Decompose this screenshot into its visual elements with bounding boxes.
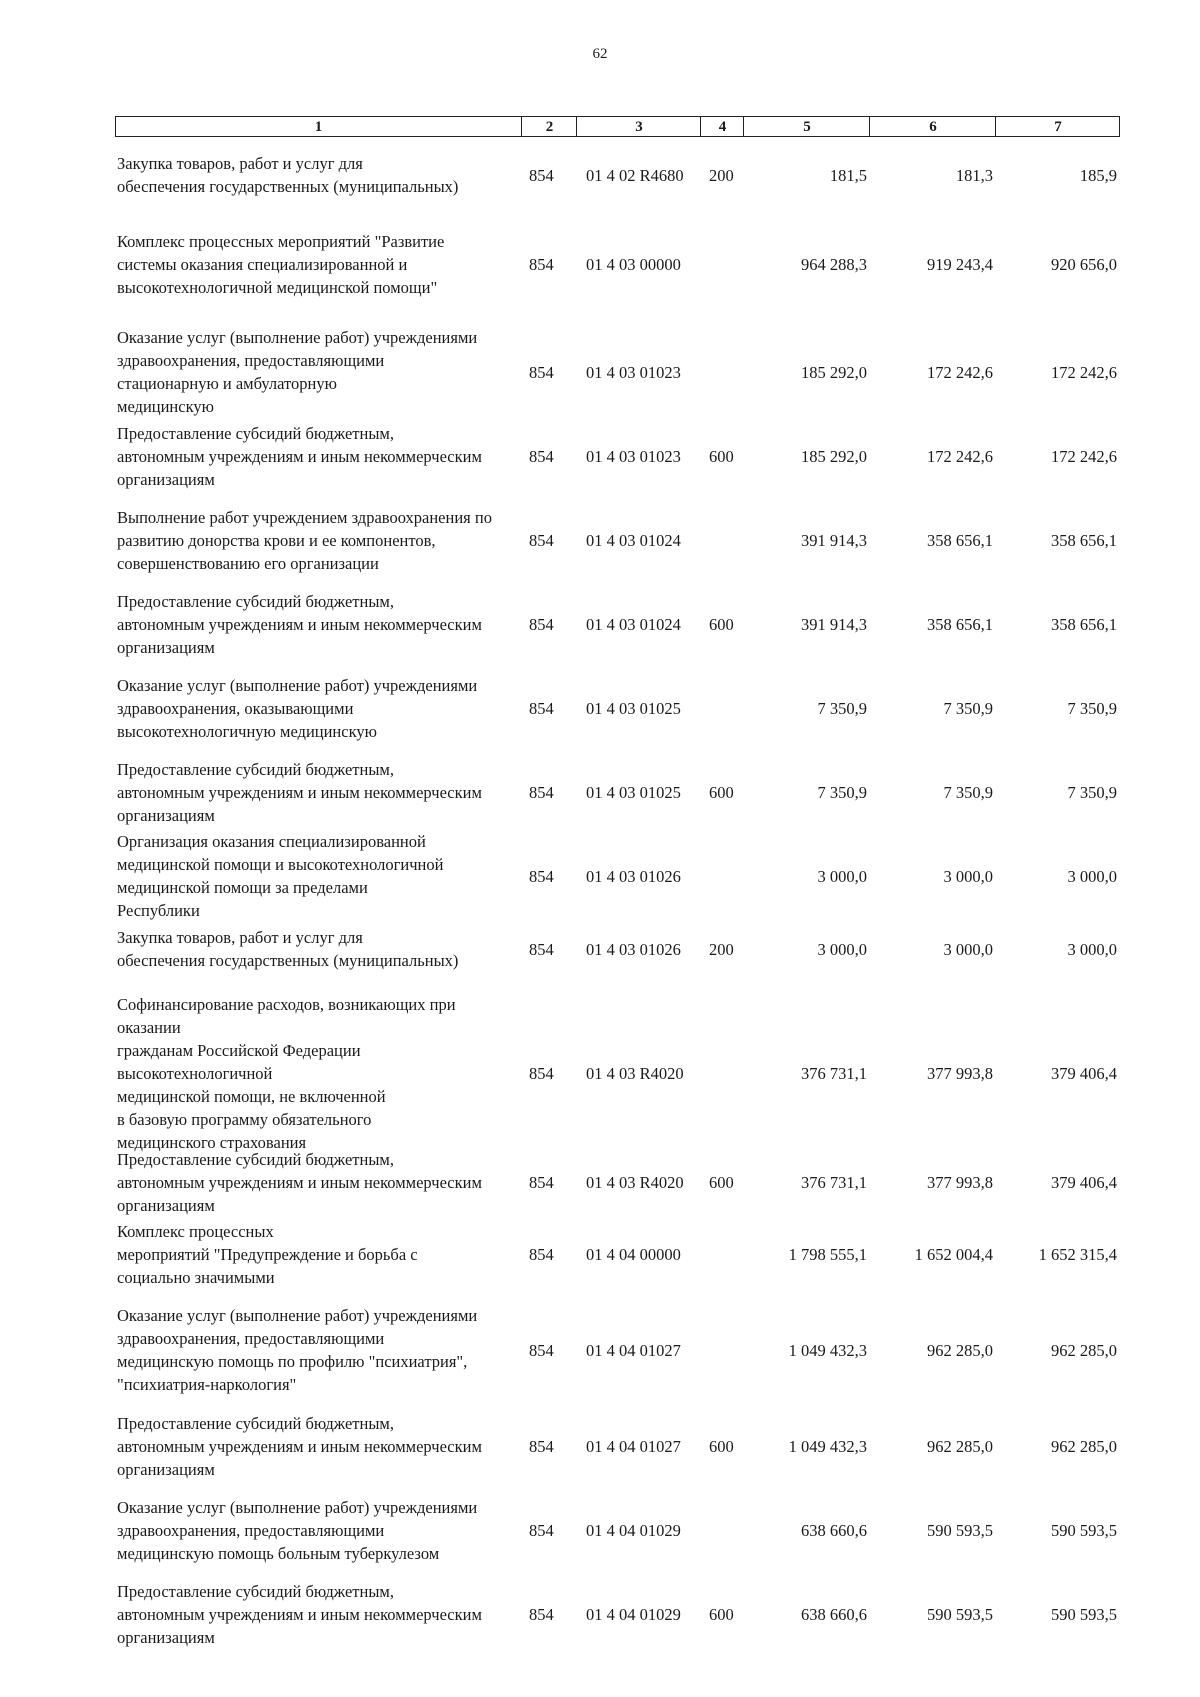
table-header — [115, 116, 1120, 137]
row-value-7: 358 656,1 — [1051, 531, 1117, 550]
row-ved: 854 — [529, 866, 554, 886]
row-value-7: 590 593,5 — [1051, 1605, 1117, 1624]
row-name: Софинансирование расходов, возникающих при оказании гражданам Российской Федерации высокотехнологичной медицинской помощи, не включенной в базовую программу обязательного медицинского страхования — [117, 995, 456, 1152]
row-vr — [709, 1220, 749, 1289]
row-ved: 854 — [529, 255, 554, 274]
row-value-5: 181,5 — [829, 165, 867, 185]
row-vr: 600 — [709, 615, 734, 634]
row-vr — [709, 830, 749, 922]
row-value-7: 962 285,0 — [1051, 1437, 1117, 1456]
row-value-6: 1 652 004,4 — [914, 1245, 993, 1264]
row-value-5: 376 731,1 — [801, 1173, 867, 1192]
row-vr: 600 — [709, 1437, 734, 1456]
row-value-7: 7 350,9 — [1067, 699, 1117, 718]
header-col-5: 5 — [743, 117, 870, 136]
table-row — [115, 926, 1120, 972]
row-vr — [709, 506, 749, 575]
header-col-2: 2 — [521, 117, 577, 136]
table-row — [115, 422, 1120, 491]
row-csr: 01 4 04 00000 — [586, 1245, 681, 1264]
row-value-7: 7 350,9 — [1067, 783, 1117, 802]
row-name: Оказание услуг (выполнение работ) учреждениями здравоохранения, предоставляющими стационарную и амбулаторную медицинскую — [117, 328, 478, 416]
row-csr: 01 4 03 01025 — [586, 783, 681, 802]
row-value-7: 962 285,0 — [1051, 1340, 1117, 1360]
header-col-7: 7 — [995, 117, 1120, 136]
row-value-7: 172 242,6 — [1051, 447, 1117, 466]
row-csr: 01 4 03 R4020 — [586, 1173, 684, 1192]
row-name: Предоставление субсидий бюджетным, автономным учреждениям и иным некоммерческим организациям — [117, 760, 482, 825]
row-value-5: 638 660,6 — [801, 1521, 867, 1540]
row-name: Оказание услуг (выполнение работ) учреждениями здравоохранения, предоставляющими медицинскую помощь больным туберкулезом — [117, 1498, 478, 1563]
row-value-7: 172 242,6 — [1051, 362, 1117, 382]
budget-table — [115, 116, 1120, 1647]
row-value-6: 919 243,4 — [927, 255, 993, 274]
row-csr: 01 4 03 01025 — [586, 699, 681, 718]
row-csr: 01 4 03 R4020 — [586, 1064, 684, 1083]
row-ved: 854 — [529, 1340, 554, 1360]
row-name: Комплекс процессных мероприятий "Предупреждение и борьба с социально значимыми — [117, 1222, 418, 1287]
row-vr — [709, 1016, 749, 1131]
table-row — [115, 995, 1120, 1152]
row-name: Предоставление субсидий бюджетным, автономным учреждениям и иным некоммерческим организациям — [117, 424, 482, 489]
row-value-5: 391 914,3 — [801, 531, 867, 550]
row-csr: 01 4 04 01027 — [586, 1340, 681, 1360]
row-value-7: 185,9 — [1079, 165, 1117, 185]
row-csr: 01 4 02 R4680 — [586, 165, 684, 185]
table-row — [115, 1304, 1120, 1396]
row-value-5: 1 049 432,3 — [788, 1437, 867, 1456]
header-col-4: 4 — [700, 117, 744, 136]
row-ved: 854 — [529, 699, 554, 718]
row-name: Предоставление субсидий бюджетным, автономным учреждениям и иным некоммерческим организациям — [117, 592, 482, 657]
row-ved: 854 — [529, 1245, 554, 1264]
row-name: Комплекс процессных мероприятий "Развитие системы оказания специализированной и высокотехнологичной медицинской помощи" — [117, 232, 445, 297]
row-value-5: 7 350,9 — [817, 699, 867, 718]
table-row — [115, 758, 1120, 827]
row-value-5: 3 000,0 — [817, 939, 867, 959]
header-col-1: 1 — [314, 119, 323, 135]
row-vr: 200 — [709, 939, 734, 959]
table-row — [115, 1412, 1120, 1481]
row-csr: 01 4 03 01026 — [586, 866, 681, 886]
row-value-7: 379 406,4 — [1051, 1064, 1117, 1083]
row-name: Предоставление субсидий бюджетным, автономным учреждениям и иным некоммерческим организациям — [117, 1414, 482, 1479]
row-ved: 854 — [529, 1064, 554, 1083]
table-row — [115, 152, 1120, 198]
row-ved: 854 — [529, 1437, 554, 1456]
row-value-7: 1 652 315,4 — [1038, 1245, 1117, 1264]
row-value-6: 358 656,1 — [927, 615, 993, 634]
table-row — [115, 230, 1120, 299]
row-csr: 01 4 03 01024 — [586, 615, 681, 634]
row-vr — [709, 230, 749, 299]
row-name: Закупка товаров, работ и услуг для обеспечения государственных (муниципальных) — [117, 928, 459, 970]
row-value-6: 172 242,6 — [927, 447, 993, 466]
row-value-5: 1 049 432,3 — [788, 1340, 867, 1360]
row-value-5: 391 914,3 — [801, 615, 867, 634]
row-ved: 854 — [529, 165, 554, 185]
row-csr: 01 4 04 01029 — [586, 1521, 681, 1540]
row-value-5: 3 000,0 — [817, 866, 867, 886]
row-value-6: 172 242,6 — [927, 362, 993, 382]
row-value-7: 3 000,0 — [1067, 866, 1117, 886]
row-csr: 01 4 03 00000 — [586, 255, 681, 274]
row-value-6: 377 993,8 — [927, 1064, 993, 1083]
row-vr — [709, 1304, 749, 1396]
table-row — [115, 1148, 1120, 1217]
row-value-6: 590 593,5 — [927, 1605, 993, 1624]
table-row — [115, 590, 1120, 659]
row-name: Закупка товаров, работ и услуг для обеспечения государственных (муниципальных) — [117, 154, 459, 196]
row-ved: 854 — [529, 531, 554, 550]
row-value-6: 962 285,0 — [927, 1437, 993, 1456]
row-value-5: 638 660,6 — [801, 1605, 867, 1624]
row-csr: 01 4 04 01027 — [586, 1437, 681, 1456]
row-name: Оказание услуг (выполнение работ) учреждениями здравоохранения, оказывающими высокотехнологичную медицинскую — [117, 676, 478, 741]
row-value-7: 379 406,4 — [1051, 1173, 1117, 1192]
page-number: 62 — [592, 46, 608, 62]
row-value-6: 590 593,5 — [927, 1521, 993, 1540]
row-ved: 854 — [529, 447, 554, 466]
row-vr: 600 — [709, 783, 734, 802]
row-ved: 854 — [529, 1173, 554, 1192]
row-value-5: 185 292,0 — [801, 362, 867, 382]
row-vr: 200 — [709, 165, 734, 185]
table-row — [115, 1496, 1120, 1565]
row-value-6: 7 350,9 — [943, 699, 993, 718]
row-value-6: 377 993,8 — [927, 1173, 993, 1192]
row-value-7: 590 593,5 — [1051, 1521, 1117, 1540]
table-row — [115, 1220, 1120, 1289]
table-row — [115, 674, 1120, 743]
row-value-6: 3 000,0 — [943, 866, 993, 886]
table-row — [115, 830, 1120, 922]
row-vr — [709, 1496, 749, 1565]
row-csr: 01 4 03 01024 — [586, 531, 681, 550]
row-csr: 01 4 04 01029 — [586, 1605, 681, 1624]
row-value-5: 1 798 555,1 — [788, 1245, 867, 1264]
row-value-6: 7 350,9 — [943, 783, 993, 802]
row-ved: 854 — [529, 1605, 554, 1624]
table-row — [115, 1580, 1120, 1649]
table-row — [115, 506, 1120, 575]
header-col-3: 3 — [576, 117, 701, 136]
header-col-6: 6 — [869, 117, 996, 136]
row-value-5: 185 292,0 — [801, 447, 867, 466]
row-value-6: 962 285,0 — [927, 1340, 993, 1360]
row-ved: 854 — [529, 1521, 554, 1540]
row-name: Предоставление субсидий бюджетным, автономным учреждениям и иным некоммерческим организациям — [117, 1150, 482, 1215]
table-row — [115, 326, 1120, 418]
row-value-5: 964 288,3 — [801, 255, 867, 274]
row-name: Выполнение работ учреждением здравоохранения по развитию донорства крови и ее компонентов, совершенствованию его организации — [117, 508, 492, 573]
row-name: Оказание услуг (выполнение работ) учреждениями здравоохранения, предоставляющими медицинскую помощь по профилю "психиатрия", "психиатрия-наркология" — [117, 1306, 478, 1394]
row-value-7: 3 000,0 — [1067, 939, 1117, 959]
row-csr: 01 4 03 01026 — [586, 939, 681, 959]
row-value-6: 3 000,0 — [943, 939, 993, 959]
row-ved: 854 — [529, 362, 554, 382]
row-vr: 600 — [709, 1605, 734, 1624]
row-ved: 854 — [529, 615, 554, 634]
row-vr — [709, 326, 749, 418]
row-value-5: 7 350,9 — [817, 783, 867, 802]
row-ved: 854 — [529, 783, 554, 802]
row-value-7: 920 656,0 — [1051, 255, 1117, 274]
row-csr: 01 4 03 01023 — [586, 447, 681, 466]
row-vr: 600 — [709, 447, 734, 466]
row-value-7: 358 656,1 — [1051, 615, 1117, 634]
row-value-6: 358 656,1 — [927, 531, 993, 550]
row-value-5: 376 731,1 — [801, 1064, 867, 1083]
row-ved: 854 — [529, 939, 554, 959]
row-csr: 01 4 03 01023 — [586, 362, 681, 382]
row-name: Предоставление субсидий бюджетным, автономным учреждениям и иным некоммерческим организациям — [117, 1582, 482, 1647]
row-name: Организация оказания специализированной медицинской помощи и высокотехнологичной медицинской помощи за пределами Республики — [117, 832, 444, 920]
row-vr — [709, 674, 749, 743]
row-value-6: 181,3 — [955, 165, 993, 185]
row-vr: 600 — [709, 1173, 734, 1192]
